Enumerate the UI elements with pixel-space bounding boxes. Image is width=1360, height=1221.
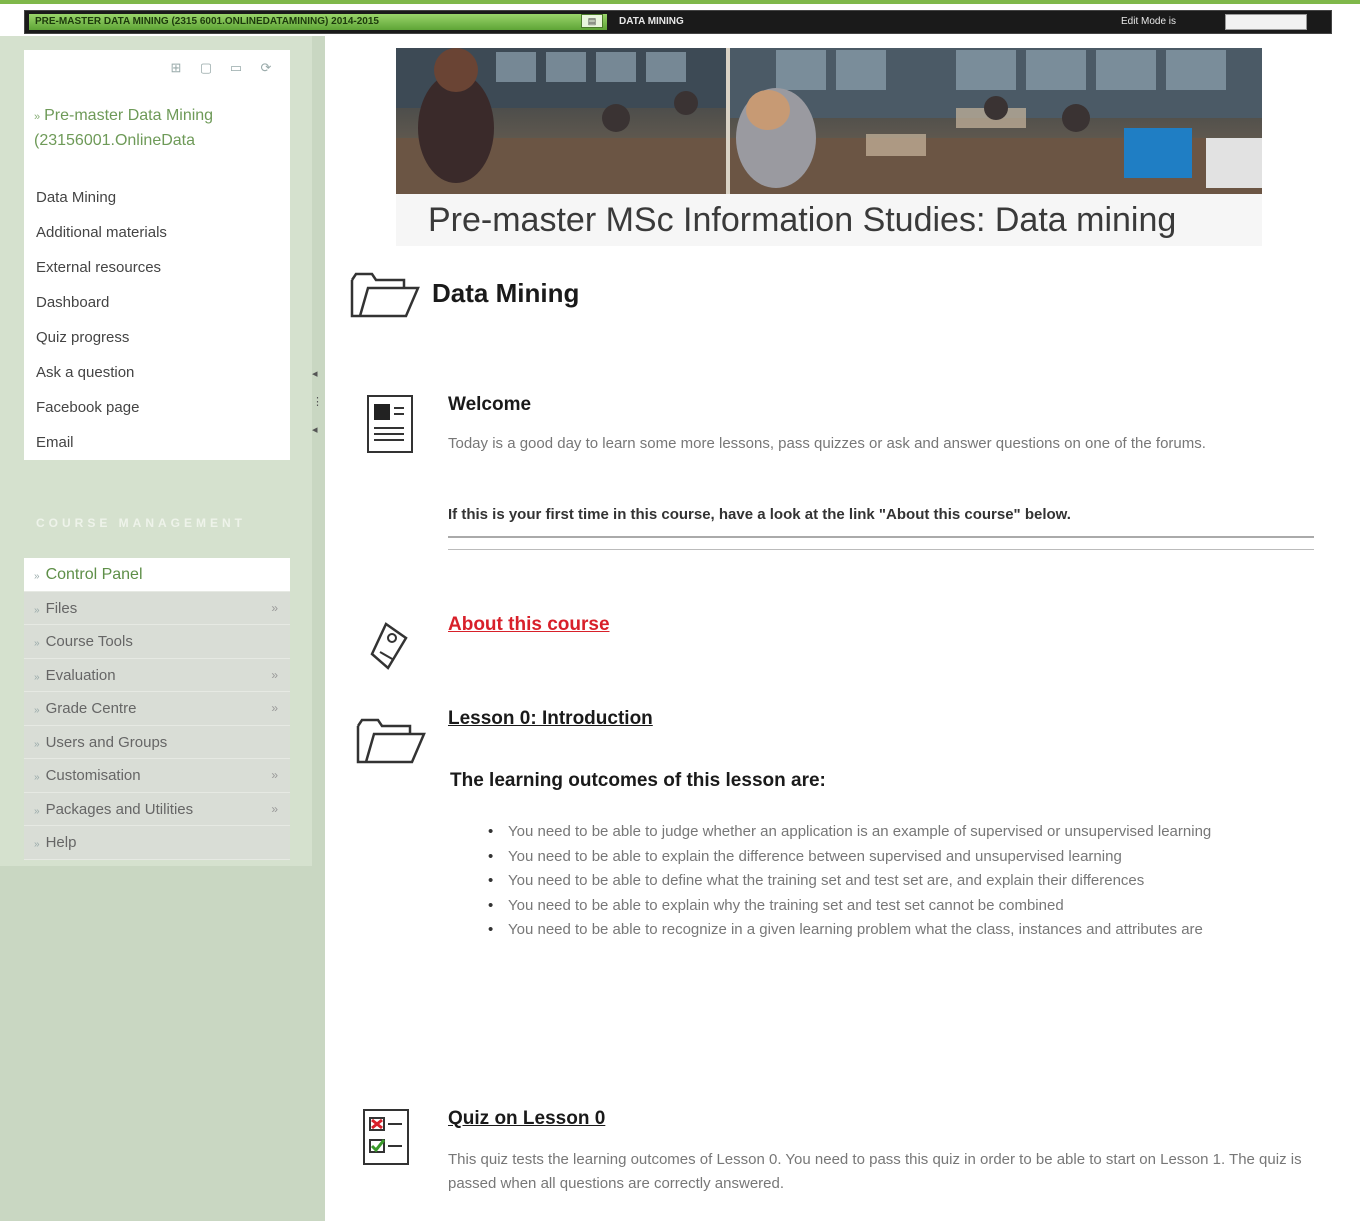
- submenu-chevron-icon[interactable]: »: [271, 768, 278, 782]
- banner-title: Pre-master MSc Information Studies: Data mining: [396, 194, 1262, 246]
- cp-item-customisation[interactable]: [24, 759, 290, 793]
- outcome-item: • You need to be able to explain why the training set and test set cannot be combined: [488, 894, 1278, 919]
- course-menu-list: [36, 186, 167, 466]
- course-title-text: Pre-master Data Mining (23156001.OnlineData: [34, 107, 214, 149]
- quiz-icon: [356, 1106, 420, 1175]
- outcomes-list: [508, 820, 1278, 943]
- expand-arrow-icon: »: [34, 805, 40, 817]
- quiz-text: This quiz tests the learning outcomes of Lesson 0. You need to pass this quiz in order to be able to start on Lesson 1. The quiz is passed when all questions are correctly answered.: [448, 1151, 1302, 1192]
- document-icon: [362, 392, 418, 461]
- control-panel-item[interactable]: [24, 558, 290, 592]
- course-banner-image: [396, 48, 1262, 194]
- cp-item-label: Files: [45, 599, 78, 617]
- course-management-header: COURSE MANAGEMENT: [36, 516, 247, 530]
- expand-arrow-icon: »: [34, 638, 40, 649]
- outcomes-title: The learning outcomes of this lesson are:: [450, 770, 826, 791]
- expand-arrow-icon: »: [34, 604, 40, 616]
- menu-item-external-resources[interactable]: External resources: [36, 259, 162, 276]
- cp-item-label: Course Tools: [45, 633, 133, 650]
- breadcrumb-bar: [24, 10, 1332, 34]
- expand-arrow-icon: »: [34, 671, 40, 683]
- expand-arrow-icon: »: [34, 738, 40, 750]
- menu-item-data-mining[interactable]: Data Mining: [36, 189, 117, 206]
- outcome-item: • You need to be able to judge whether an application is an example of supervised or unsupervised learning: [488, 820, 1278, 845]
- new-window-icon[interactable]: ▭: [229, 60, 243, 75]
- course-title-arrow-icon: »: [34, 111, 41, 123]
- folder-icon: [348, 266, 420, 327]
- welcome-text: Today is a good day to learn some more lessons, pass quizzes or ask and answer questions on one of the forums.: [448, 435, 1206, 452]
- lesson0-link[interactable]: [448, 708, 653, 730]
- edit-mode-label: Edit Mode is: [1121, 16, 1177, 27]
- cp-item-label: Users and Groups: [45, 733, 168, 751]
- divider: [448, 549, 1314, 550]
- cp-item-evaluation[interactable]: [24, 659, 290, 693]
- link-tag-icon: [366, 618, 414, 679]
- classroom-photo: [396, 48, 1262, 194]
- outcome-item: • You need to be able to recognize in a given learning problem what the class, instances and attributes are: [488, 918, 1278, 943]
- expand-arrow-icon: »: [34, 705, 40, 716]
- page-title: Data Mining: [432, 278, 580, 308]
- menu-item-email[interactable]: Email: [36, 434, 74, 451]
- quiz-link[interactable]: [448, 1108, 605, 1130]
- cp-item-label: Customisation: [45, 767, 141, 784]
- menu-item-additional-materials[interactable]: Additional materials: [36, 224, 167, 241]
- menu-item-facebook[interactable]: Facebook page: [36, 399, 140, 416]
- menu-item-quiz-progress[interactable]: Quiz progress: [36, 329, 130, 346]
- expand-arrow-icon: »: [34, 772, 40, 783]
- cp-item-files[interactable]: [24, 592, 290, 626]
- submenu-chevron-icon[interactable]: »: [271, 600, 278, 615]
- submenu-chevron-icon[interactable]: »: [271, 801, 278, 816]
- control-panel-list: [24, 558, 290, 860]
- breadcrumb-menu-icon[interactable]: ▤: [581, 14, 603, 28]
- course-title-link[interactable]: [34, 104, 274, 153]
- add-menu-item-icon[interactable]: ⊞: [170, 60, 182, 75]
- cp-item-users-groups[interactable]: [24, 726, 290, 760]
- menu-item-dashboard[interactable]: Dashboard: [36, 294, 110, 311]
- about-course-link[interactable]: [448, 614, 610, 636]
- welcome-title: Welcome: [448, 394, 532, 415]
- folder-icon: [354, 712, 426, 773]
- sidebar-collapse-handle[interactable]: ◂ ⋮ ◂: [312, 368, 323, 436]
- outcome-item: • You need to be able to explain the difference between supervised and unsupervised learning: [488, 845, 1278, 870]
- cp-item-label: Evaluation: [45, 666, 116, 684]
- menu-item-ask-question[interactable]: Ask a question: [36, 364, 135, 381]
- submenu-chevron-icon[interactable]: »: [271, 667, 278, 682]
- cp-item-grade-centre[interactable]: [24, 692, 290, 726]
- outcome-item: • You need to be able to define what the training set and test set are, and explain their differences: [488, 869, 1278, 894]
- expand-arrow-icon: »: [34, 839, 40, 850]
- expand-arrow-icon: »: [34, 571, 40, 582]
- cp-item-help[interactable]: [24, 826, 290, 860]
- breadcrumb-course[interactable]: PRE-MASTER DATA MINING (2315 6001.ONLINEDATAMINING) 2014-2015: [29, 14, 607, 30]
- about-course-link-text[interactable]: About this course: [448, 614, 610, 635]
- cp-item-course-tools[interactable]: [24, 625, 290, 659]
- top-bar: [0, 0, 1360, 36]
- cp-item-label: Grade Centre: [45, 700, 137, 717]
- edit-mode-toggle[interactable]: [1225, 14, 1307, 30]
- quiz-link-text[interactable]: Quiz on Lesson 0: [448, 1108, 606, 1129]
- folder-view-icon[interactable]: ▢: [199, 60, 213, 75]
- refresh-icon[interactable]: ⟳: [260, 60, 272, 75]
- control-panel-label: Control Panel: [45, 566, 143, 583]
- course-menu: [24, 50, 290, 460]
- cp-item-packages[interactable]: [24, 793, 290, 827]
- course-sidebar: [0, 36, 325, 1221]
- welcome-note: If this is your first time in this course, have a look at the link "About this course" below.: [448, 506, 1071, 523]
- divider: [448, 536, 1314, 538]
- lesson0-link-text[interactable]: Lesson 0: Introduction: [448, 708, 653, 729]
- cp-item-label: Help: [45, 834, 77, 851]
- breadcrumb-section[interactable]: DATA MINING: [619, 16, 684, 27]
- submenu-chevron-icon[interactable]: »: [271, 701, 278, 715]
- cp-item-label: Packages and Utilities: [45, 800, 194, 818]
- menu-toolbar: [168, 60, 274, 76]
